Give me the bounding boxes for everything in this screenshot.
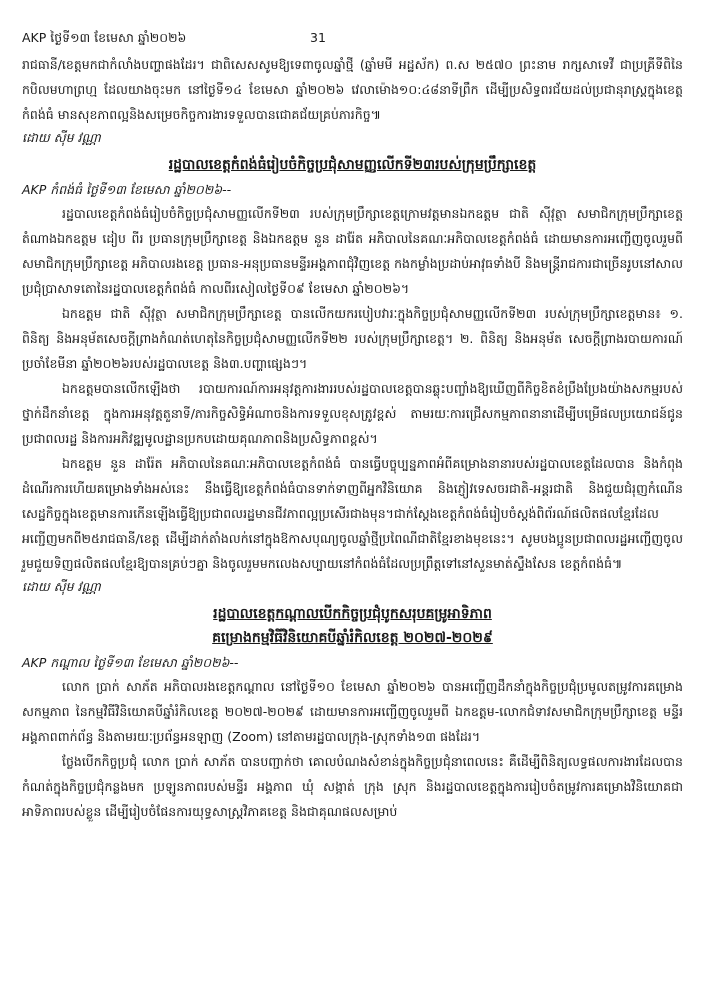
article-paragraph: លោក ប្រាក់ សាភ័ត អភិបាលរងខេត្តកណ្ដាល នៅថ្ងៃទី១០ ខែមេសា ឆ្នាំ២០២៦ បានអញ្ជើញដឹកនាំក្នុងកិច្ចប្រជុំប្រមូលតម្រូវការគម្រោងសកម្មភាព នៃកម្មវិធីវិនិយោគបីឆ្នាំរំកិលខេត្ត ២០២៧-២០២៩ ដោយមានការអញ្ជើញចូលរួមពី ឯកឧត្តម-លោកជំទាវសមាជិកក្រុមប្រឹក្សាខេត្ត មន្ទីរអង្គភាពពាក់ព័ន្ធ និងតាមរយៈប្រព័ន្ធអនឡាញ (Zoom) នៅតាមរដ្ឋបាលក្រុង-ស្រុកទាំង១៣ ផងដែរ។ [22,679,683,744]
byline: ដោយ ស៊ីម វណ្ណា [22,579,101,594]
article-title-line1: រដ្ឋបាលខេត្តកណ្ដាលបើកកិច្ចប្រជុំបូកសរុបគម្រូអាទិភាព [213,606,492,622]
article-paragraph: ឯកឧត្តមបានលើកឡើងថា របាយការណ៍ការអនុវត្តការងាររបស់រដ្ឋបាលខេត្តបានឆ្លុះបញ្ចាំងឱ្យឃើញពីកិច្ចខិតខំប្រឹងប្រែងយ៉ាងសកម្មរបស់ថ្នាក់ដឹកនាំខេត្ត ក្នុងការអនុវត្តតួនាទី/ភារកិច្ចសិទ្ធិអំណាចនិងការទទួលខុសត្រូវខ្ពស់ តាមរយៈការជ្រើសកម្មភាពនានាដើម្បីបម្រើផលប្រយោជន៍ជូនប្រជាពលរដ្ឋ និងការអភិវឌ្ឍមូលដ្ឋានប្រកបដោយគុណភាពនិងប្រសិទ្ធភាពខ្ពស់។ [22,381,683,446]
dateline: AKP កណ្ដាល ថ្ងៃទី១៣ ខែមេសា ឆ្នាំ២០២៦-- [22,655,239,670]
article-kandal [22,602,683,824]
article-paragraph: ឯកឧត្តម នួន ដារ៉ែត អភិបាលនៃគណៈអភិបាលខេត្តកំពង់ធំ បានធ្វើបច្ចុប្បន្នភាពអំពីគម្រោងនានារបស់រដ្ឋបាលខេត្តដែលបាន និងកំពុងដំណើរការហើយគម្រោងទាំងអស់នេះ នឹងធ្វើឱ្យខេត្តកំពង់ធំបានទាក់ទាញពីអ្នកវិនិយោគ និងភ្ញៀវទេសចរជាតិ-អន្តរជាតិ និងជួយជំរុញកំណើនសេដ្ឋកិច្ចក្នុងខេត្តមានការកើនឡើងធ្វើឱ្យប្រជាពលរដ្ឋមានជីវភាពល្អប្រសើរជាងមុន។ជាក់ស្តែងខេត្តកំពង់ធំរៀបចំស្តង់ពិព័រណ៍ផលិតផលខ្មែរដែលអញ្ជើញមកពី២៥រាជធានី/ខេត្ត ដើម្បីដាក់តាំងលក់នៅក្នុងឱកាសបុណ្យចូលឆ្នាំថ្មីប្រពៃណីជាតិខ្មែរខាងមុខនេះ។ សូមបងប្អូនប្រជាពលរដ្ឋអញ្ជើញចូលរួមជួយទិញផលិតផលខ្មែរឱ្យបានគ្រប់ៗគ្នា និងចូលរួមមកលេងសប្បាយនៅកំពង់ធំដែលប្រព្រឹត្តទៅនៅសួនមាត់ស្ទឹងសែន ខេត្តកំពង់ធំ៕ [22,456,683,571]
article-title-line2: គម្រោងកម្មវិធីវិនិយោគបីឆ្នាំរំកិលខេត្ត ២០២៧-២០២៩ [212,630,493,646]
byline: ដោយ ស៊ីម វណ្ណា [22,130,101,145]
article-title: រដ្ឋបាលខេត្តកំពង់ធំរៀបចំកិច្ចប្រជុំសាមញ្ញលើកទី២៣របស់ក្រុមប្រឹក្សាខេត្ត [168,157,537,173]
article-continued [22,52,683,149]
article-kampong-thom [22,153,683,598]
article-paragraph: ថ្លែងបើកកិច្ចប្រជុំ លោក ប្រាក់ សាភ័ត បានបញ្ជាក់ថា គោលបំណងសំខាន់ក្នុងកិច្ចប្រជុំនាពេលនេះ គឺដើម្បីពិនិត្យលទ្ធផលការងារដែលបានកំណត់ក្នុងកិច្ចប្រជុំកន្លងមក ប្រឡូនភាពរបស់មន្ទីរ អង្គភាព ឃុំ សង្កាត់ ក្រុង ស្រុក និងរដ្ឋបាលខេត្តក្នុងការរៀបចំតម្រូវការគម្រោងវិនិយោគជាអាទិភាពរបស់ខ្លួន ដើម្បីរៀបចំផែនការយុទ្ធសាស្រ្តវិភាគខេត្ត និងជាគុណផលសម្រាប់ [22,754,683,819]
page-number: 31 [310,30,326,45]
article-paragraph: រដ្ឋបាលខេត្តកំពង់ធំរៀបចំកិច្ចប្រជុំសាមញ្ញលើកទី២៣ របស់ក្រុមប្រឹក្សាខេត្តក្រោមវត្តមានឯកឧត្តម ជាតិ ស៊ីវុត្ថា សមាជិកក្រុមប្រឹក្សាខេត្ត តំណាងឯកឧត្តម ដៀប ពីរ ប្រធានក្រុមប្រឹក្សាខេត្ត និងឯកឧត្តម នួន ដារ៉ែត អភិបាលនៃគណៈអភិបាលខេត្តកំពង់ធំ ដោយមានការអញ្ជើញចូលរួមពីសមាជិកក្រុមប្រឹក្សាខេត្ត អភិបាលរងខេត្ត ប្រធាន-អនុប្រធានមន្ទីរអង្គភាពជុំវិញខេត្ត កងកម្លាំងប្រដាប់អាវុធទាំងបី និងមន្រ្តីរាជការជាច្រើនរូបនៅសាលប្រជុំប្រាសាទតោនៃរដ្ឋបាលខេត្តកំពង់ធំ កាលពីរសៀលថ្ងៃទី០៩ ខែមេសា ឆ្នាំ២០២៦។ [22,206,683,296]
article-paragraph: រាជធានី/ខេត្តមកជាកំលាំងបញ្ហាផងដែរ។ ជាពិសេសសូមឱ្យទេពាចូលឆ្នាំថ្មី (ឆ្នាំមមី អដ្ឋស័ក) ព.ស ២៥៧០ ព្រះនាម រាក្សសាទេវី ជាប្រគ្រីទីពិនៃកបិលមហាព្រហ្ម ដែលយាងចុះមក នៅថ្ងៃទី១៤ ខែមេសា ឆ្នាំ២០២៦ វេលាម៉ោង១០:៤៨នាទីព្រឹក ដើម្បីប្រសិទ្ធពរជ័យដល់ប្រជានុរាស្រ្តក្នុងខេត្តកំពង់ធំ មានសុខភាពល្អនិងសម្រេចកិច្ចការងារទទួលបានជោគជ័យគ្រប់ភារកិច្ច៕ [22,57,683,122]
page-header [22,30,683,52]
header-agency-date: AKP ថ្ងៃទី១៣ ខែមេសា ឆ្នាំ២០២៦ [22,30,187,45]
dateline: AKP កំពង់ធំ ថ្ងៃទី១៣ ខែមេសា ឆ្នាំ២០២៦-- [22,182,232,197]
article-paragraph: ឯកឧត្តម ជាតិ ស៊ីវុត្ថា សមាជិកក្រុមប្រឹក្សាខេត្ត បានលើកយករបៀបវារៈក្នុងកិច្ចប្រជុំសាមញ្ញលើកទី២៣ របស់ក្រុមប្រឹក្សាខេត្តមាន៖ ១. ពិនិត្យ និងអនុម័តសេចក្តីព្រាងកំណត់ហេតុនៃកិច្ចប្រជុំសាមញ្ញលើកទី២២ របស់ក្រុមប្រឹក្សាខេត្ត។ ២. ពិនិត្យ និងអនុម័ត សេចក្តីព្រាងរបាយការណ៍ប្រចាំខែមីនា ឆ្នាំ២០២៦របស់រដ្ឋបាលខេត្ត និង៣.បញ្ហាផ្សេងៗ។ [22,306,683,371]
